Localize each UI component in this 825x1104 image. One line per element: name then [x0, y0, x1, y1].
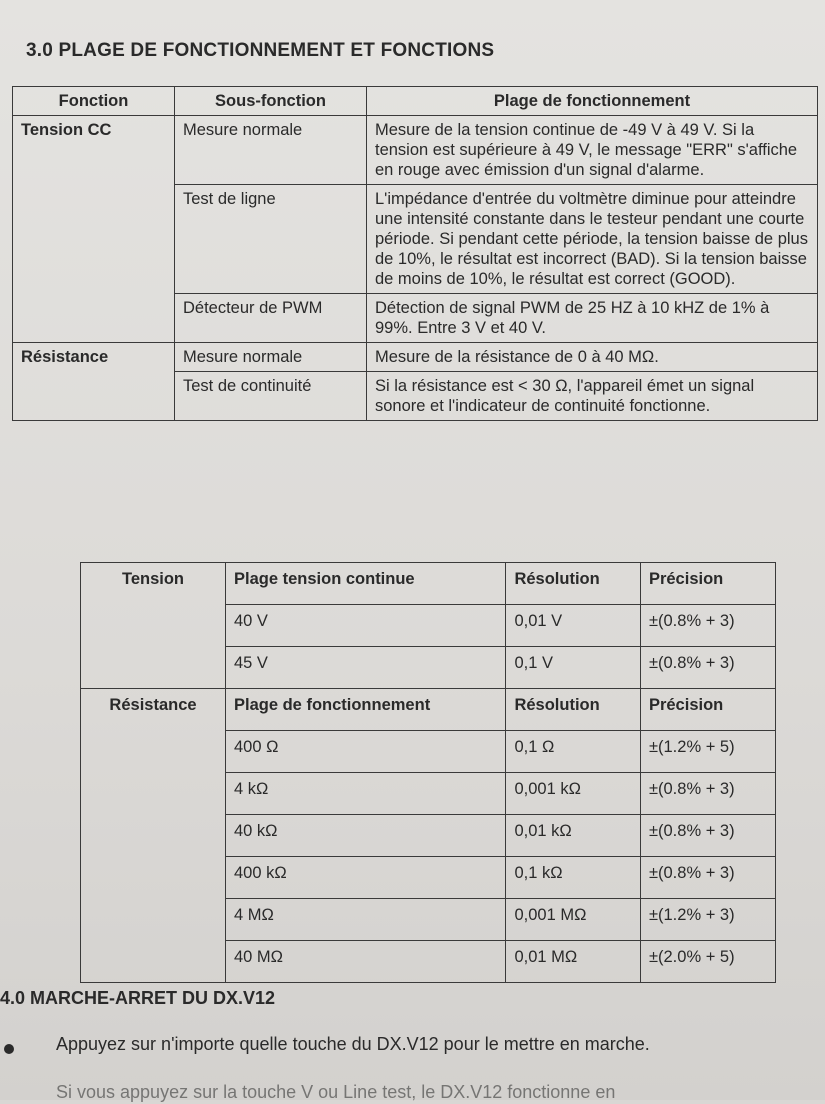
plage-cell: 4 kΩ — [226, 773, 506, 815]
header-resolution: Résolution — [506, 689, 641, 731]
plage-cell: Si la résistance est < 30 Ω, l'appareil émet un signal sonore et l'indicateur de continuité fonctionne. — [367, 372, 818, 421]
resolution-cell: 0,1 V — [506, 647, 641, 689]
bullet-text: Appuyez sur n'importe quelle touche du DX.V12 pour le mettre en marche. — [56, 1034, 650, 1054]
precision-cell: ±(1.2% + 5) — [640, 731, 775, 773]
plage-cell: Détection de signal PWM de 25 HZ à 10 kHZ de 1% à 99%. Entre 3 V et 40 V. — [367, 294, 818, 343]
specifications-table — [80, 562, 776, 983]
header-sous-fonction: Sous-fonction — [175, 87, 367, 116]
precision-cell: ±(2.0% + 5) — [640, 941, 775, 983]
plage-cell: 400 Ω — [226, 731, 506, 773]
plage-cell: Mesure de la tension continue de -49 V à 49 V. Si la tension est supérieure à 49 V, le message "ERR" s'affiche en rouge avec émission d'un signal d'alarme. — [367, 116, 818, 185]
functions-table — [12, 86, 818, 421]
header-resolution: Résolution — [506, 563, 641, 605]
tension-header-row — [81, 563, 776, 605]
resolution-cell: 0,01 kΩ — [506, 815, 641, 857]
fonction-cell: Résistance — [13, 343, 175, 421]
plage-cell: 4 MΩ — [226, 899, 506, 941]
sous-fonction-cell: Mesure normale — [175, 343, 367, 372]
plage-cell: 40 V — [226, 605, 506, 647]
header-precision: Précision — [640, 563, 775, 605]
bullet-icon — [4, 1044, 14, 1054]
header-plage: Plage de fonctionnement — [367, 87, 818, 116]
plage-cell: L'impédance d'entrée du voltmètre diminue pour atteindre une intensité constante dans le testeur pendant une courte période. Si pendant cette période, la tension baisse de plus de 10%, le résultat est incorrect (BAD). Si la tension baisse de moins de 10%, le résultat est correct (GOOD). — [367, 185, 818, 294]
sous-fonction-cell: Mesure normale — [175, 116, 367, 185]
resolution-cell: 0,1 Ω — [506, 731, 641, 773]
resolution-cell: 0,001 MΩ — [506, 899, 641, 941]
section-title-4: 4.0 MARCHE-ARRET DU DX.V12 — [0, 988, 276, 1008]
category-tension: Tension — [81, 563, 226, 689]
plage-cell: 40 MΩ — [226, 941, 506, 983]
category-resistance: Résistance — [81, 689, 226, 983]
precision-cell: ±(1.2% + 3) — [640, 899, 775, 941]
precision-cell: ±(0.8% + 3) — [640, 815, 775, 857]
sous-fonction-cell: Test de ligne — [175, 185, 367, 294]
precision-cell: ±(0.8% + 3) — [640, 773, 775, 815]
cut-off-line: Si vous appuyez sur la touche V ou Line test, le DX.V12 fonctionne en — [56, 1082, 616, 1102]
precision-cell: ±(0.8% + 3) — [640, 605, 775, 647]
sous-fonction-cell: Détecteur de PWM — [175, 294, 367, 343]
fonction-cell: Tension CC — [13, 116, 175, 343]
table-row — [13, 343, 818, 372]
resolution-cell: 0,1 kΩ — [506, 857, 641, 899]
plage-cell: Mesure de la résistance de 0 à 40 MΩ. — [367, 343, 818, 372]
plage-cell: 400 kΩ — [226, 857, 506, 899]
resolution-cell: 0,01 V — [506, 605, 641, 647]
plage-cell: 40 kΩ — [226, 815, 506, 857]
sous-fonction-cell: Test de continuité — [175, 372, 367, 421]
section-title-3: 3.0 PLAGE DE FONCTIONNEMENT ET FONCTIONS — [26, 40, 495, 61]
header-plage-resistance: Plage de fonctionnement — [226, 689, 506, 731]
resolution-cell: 0,001 kΩ — [506, 773, 641, 815]
header-fonction: Fonction — [13, 87, 175, 116]
table-row — [13, 116, 818, 185]
header-plage-tension: Plage tension continue — [226, 563, 506, 605]
resolution-cell: 0,01 MΩ — [506, 941, 641, 983]
precision-cell: ±(0.8% + 3) — [640, 647, 775, 689]
functions-header-row — [13, 87, 818, 116]
plage-cell: 45 V — [226, 647, 506, 689]
resistance-header-row — [81, 689, 776, 731]
header-precision: Précision — [640, 689, 775, 731]
precision-cell: ±(0.8% + 3) — [640, 857, 775, 899]
